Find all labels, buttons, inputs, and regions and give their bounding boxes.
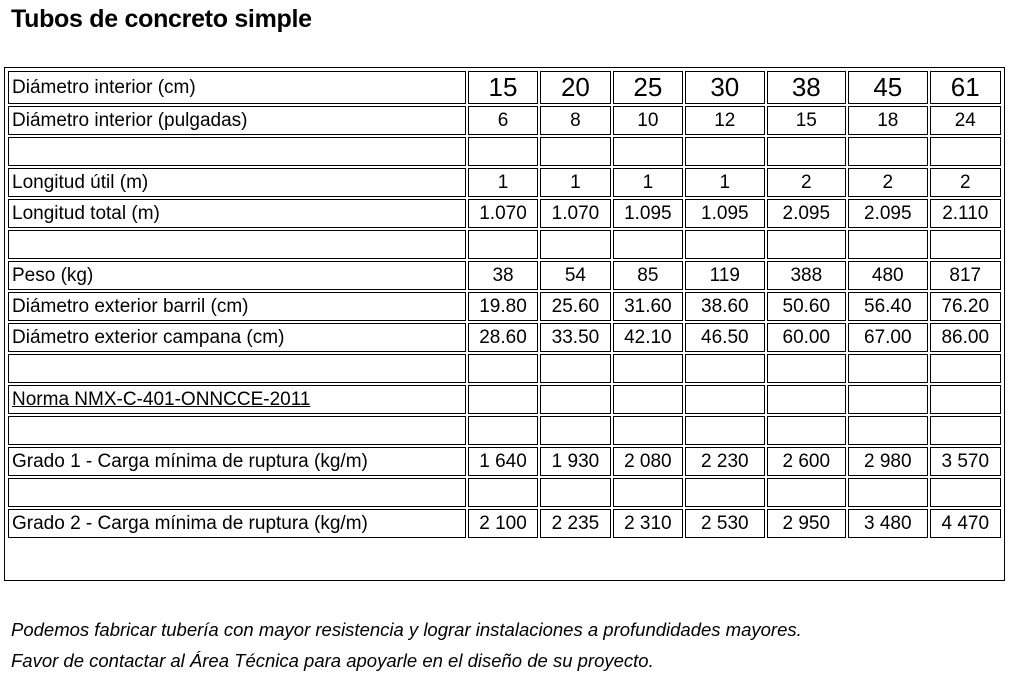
table-cell: 8 [540, 106, 610, 135]
table-cell [685, 137, 764, 166]
row-label: Grado 2 - Carga mínima de ruptura (kg/m) [8, 509, 466, 538]
specs-table-body [8, 71, 1001, 538]
table-cell: 6 [468, 106, 538, 135]
table-cell [613, 478, 683, 507]
table-cell: 1 [540, 168, 610, 197]
table-cell: 45 [848, 71, 927, 104]
table-cell [540, 478, 610, 507]
note-line-2: Favor de contactar al Área Técnica para apoyarle en el diseño de su proyecto. [11, 650, 654, 671]
table-cell: 67.00 [848, 323, 927, 352]
table-cell [613, 354, 683, 383]
table-cell [930, 137, 1001, 166]
table-cell: 31.60 [613, 292, 683, 321]
table-cell [930, 385, 1001, 414]
table-cell [685, 478, 764, 507]
row-label [8, 416, 466, 445]
table-cell: 60.00 [767, 323, 846, 352]
row-label: Longitud útil (m) [8, 168, 466, 197]
table-cell: 2 100 [468, 509, 538, 538]
table-cell: 1.070 [468, 199, 538, 228]
table-cell: 24 [930, 106, 1001, 135]
table-cell [767, 416, 846, 445]
table-row [8, 385, 1001, 414]
table-row [8, 416, 1001, 445]
table-cell: 2 235 [540, 509, 610, 538]
table-cell: 2 600 [767, 447, 846, 476]
table-cell: 1.095 [685, 199, 764, 228]
table-cell [848, 137, 927, 166]
table-cell: 1.095 [613, 199, 683, 228]
table-cell [930, 354, 1001, 383]
row-label: Norma NMX-C-401-ONNCCE-2011 [8, 385, 466, 414]
table-cell: 2 [930, 168, 1001, 197]
row-label [8, 478, 466, 507]
table-cell: 388 [767, 261, 846, 290]
table-row [8, 509, 1001, 538]
table-cell: 1.070 [540, 199, 610, 228]
table-cell: 817 [930, 261, 1001, 290]
table-cell [767, 137, 846, 166]
table-cell [848, 385, 927, 414]
table-cell: 3 570 [930, 447, 1001, 476]
table-cell [540, 230, 610, 259]
table-cell: 4 470 [930, 509, 1001, 538]
table-row [8, 447, 1001, 476]
table-cell [767, 478, 846, 507]
row-label [8, 137, 466, 166]
table-cell: 30 [685, 71, 764, 104]
row-label [8, 354, 466, 383]
table-cell [613, 385, 683, 414]
table-cell: 2 [848, 168, 927, 197]
table-cell [468, 416, 538, 445]
table-cell [848, 478, 927, 507]
table-cell [613, 137, 683, 166]
table-cell [540, 354, 610, 383]
table-cell [930, 416, 1001, 445]
row-label: Grado 1 - Carga mínima de ruptura (kg/m) [8, 447, 466, 476]
table-cell: 25.60 [540, 292, 610, 321]
table-row [8, 354, 1001, 383]
table-cell: 10 [613, 106, 683, 135]
table-cell [468, 230, 538, 259]
table-cell: 1 [685, 168, 764, 197]
table-cell: 2 980 [848, 447, 927, 476]
table-cell: 12 [685, 106, 764, 135]
table-cell: 2.095 [848, 199, 927, 228]
table-cell [848, 354, 927, 383]
table-cell: 2 230 [685, 447, 764, 476]
table-cell [468, 354, 538, 383]
table-cell [468, 478, 538, 507]
table-row [8, 292, 1001, 321]
table-cell [468, 385, 538, 414]
table-cell [767, 230, 846, 259]
table-cell [930, 478, 1001, 507]
table-cell: 1 [468, 168, 538, 197]
table-cell: 2 530 [685, 509, 764, 538]
table-cell: 15 [468, 71, 538, 104]
table-cell: 2 310 [613, 509, 683, 538]
row-label: Diámetro exterior campana (cm) [8, 323, 466, 352]
table-cell: 76.20 [930, 292, 1001, 321]
table-cell [930, 230, 1001, 259]
table-cell [848, 230, 927, 259]
table-row [8, 199, 1001, 228]
table-cell: 28.60 [468, 323, 538, 352]
table-cell: 2 950 [767, 509, 846, 538]
table-cell: 2 080 [613, 447, 683, 476]
table-cell: 18 [848, 106, 927, 135]
table-cell: 85 [613, 261, 683, 290]
table-row [8, 323, 1001, 352]
page-title: Tubos de concreto simple [11, 5, 312, 33]
table-cell [685, 230, 764, 259]
table-cell: 20 [540, 71, 610, 104]
table-cell [848, 416, 927, 445]
table-cell: 1 640 [468, 447, 538, 476]
table-cell: 119 [685, 261, 764, 290]
table-cell [468, 137, 538, 166]
table-cell [685, 385, 764, 414]
table-cell: 33.50 [540, 323, 610, 352]
table-row [8, 71, 1001, 104]
table-cell [613, 416, 683, 445]
table-cell: 15 [767, 106, 846, 135]
table-row [8, 230, 1001, 259]
table-cell: 1 [613, 168, 683, 197]
table-cell: 2.095 [767, 199, 846, 228]
table-cell [540, 416, 610, 445]
specs-table [6, 69, 1003, 540]
table-cell [540, 385, 610, 414]
note-line-1: Podemos fabricar tubería con mayor resistencia y lograr instalaciones a profundidades mayores. [11, 619, 802, 640]
table-cell: 38.60 [685, 292, 764, 321]
table-cell [685, 416, 764, 445]
table-row [8, 106, 1001, 135]
table-cell: 54 [540, 261, 610, 290]
table-cell: 3 480 [848, 509, 927, 538]
table-cell: 1 930 [540, 447, 610, 476]
table-cell [767, 354, 846, 383]
table-row [8, 137, 1001, 166]
table-cell [767, 385, 846, 414]
table-cell: 50.60 [767, 292, 846, 321]
table-cell: 480 [848, 261, 927, 290]
row-label: Diámetro interior (pulgadas) [8, 106, 466, 135]
table-cell: 56.40 [848, 292, 927, 321]
table-row [8, 478, 1001, 507]
table-row [8, 261, 1001, 290]
table-row [8, 168, 1001, 197]
table-cell: 61 [930, 71, 1001, 104]
table-cell: 2 [767, 168, 846, 197]
row-label [8, 230, 466, 259]
table-cell: 19.80 [468, 292, 538, 321]
table-cell [613, 230, 683, 259]
table-cell: 2.110 [930, 199, 1001, 228]
table-cell [685, 354, 764, 383]
table-cell: 25 [613, 71, 683, 104]
table-cell: 38 [468, 261, 538, 290]
row-label: Diámetro interior (cm) [8, 71, 466, 104]
row-label: Diámetro exterior barril (cm) [8, 292, 466, 321]
table-cell: 38 [767, 71, 846, 104]
row-label: Longitud total (m) [8, 199, 466, 228]
table-cell: 86.00 [930, 323, 1001, 352]
table-cell [540, 137, 610, 166]
table-cell: 46.50 [685, 323, 764, 352]
table-cell: 42.10 [613, 323, 683, 352]
row-label: Peso (kg) [8, 261, 466, 290]
